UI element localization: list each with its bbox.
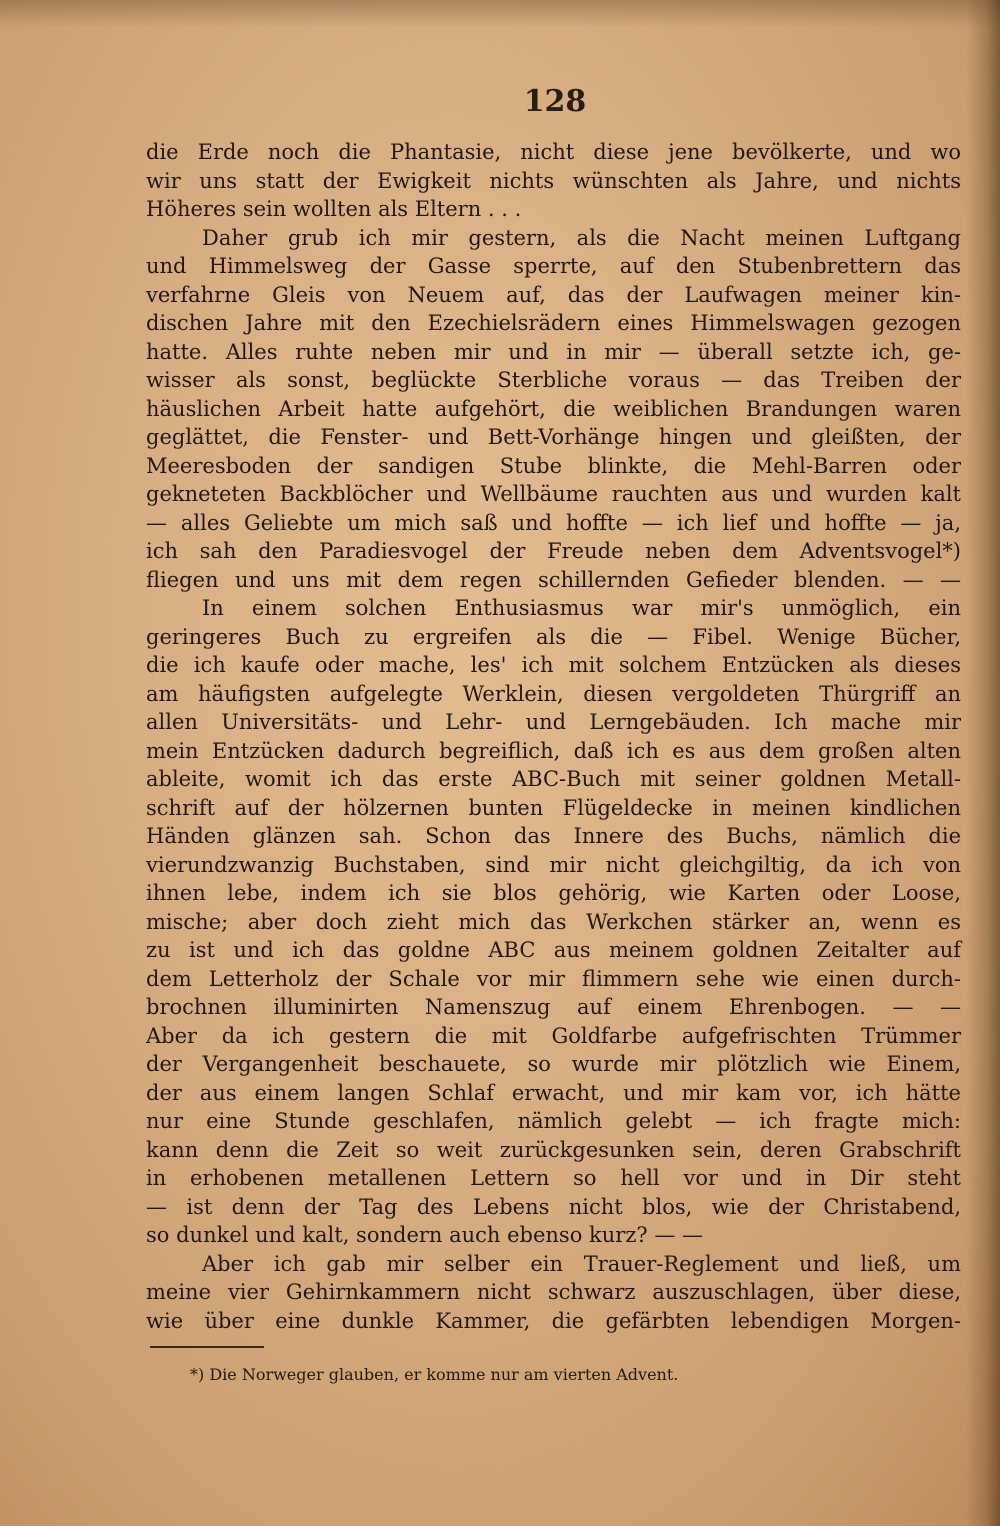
text-line: Meeresboden der sandigen Stube blinkte, die Mehl-Barren oder <box>146 453 961 478</box>
text-line: wie über eine dunkle Kammer, die gefärbten lebendigen Morgen- <box>146 1308 961 1333</box>
text-line: dem Letterholz der Schale vor mir flimmern sehe wie einen durch- <box>146 966 961 991</box>
text-line: am häufigsten aufgelegte Werklein, diesen vergoldeten Thürgriff an <box>146 681 961 706</box>
text-line: Aber da ich gestern die mit Goldfarbe aufgefrischten Trümmer <box>146 1023 961 1048</box>
text-line: dischen Jahre mit den Ezechielsrädern eines Himmelswagen gezogen <box>146 311 961 335</box>
text-line: Händen glänzen sah. Schon das Innere des Buchs, nämlich die <box>146 824 961 848</box>
text-line: kann denn die Zeit so weit zurückgesunken sein, deren Grabschrift <box>146 1137 961 1162</box>
text-line: verfahrne Gleis von Neuem auf, das der Laufwagen meiner kin- <box>146 282 961 307</box>
text-line: geglättet, die Fenster- und Bett-Vorhänge hingen und gleißten, der <box>146 425 961 449</box>
text-line: ich sah den Paradiesvogel der Freude neben dem Adventsvogel*) <box>146 539 961 563</box>
text-line: ihnen lebe, indem ich sie blos gehörig, wie Karten oder Loose, <box>146 881 961 905</box>
text-line: — alles Geliebte um mich saß und hoffte — ich lief und hoffte — ja, <box>146 510 961 535</box>
text-line: Höheres sein wollten als Eltern . . . <box>146 197 522 221</box>
text-line: schrift auf der hölzernen bunten Flügeldecke in meinen kindlichen <box>146 795 961 820</box>
text-line: der aus einem langen Schlaf erwacht, und mir kam vor, ich hätte <box>146 1080 961 1105</box>
text-line: der Vergangenheit beschauete, so wurde mir plötzlich wie Einem, <box>146 1052 961 1076</box>
text-line: In einem solchen Enthusiasmus war mir's unmöglich, ein <box>202 596 961 620</box>
text-line: in erhobenen metallenen Lettern so hell vor und in Dir steht <box>146 1166 961 1190</box>
text-line: mische; aber doch zieht mich das Werkchen stärker an, wenn es <box>146 909 961 934</box>
text-line: Aber ich gab mir selber ein Trauer-Reglement und ließ, um <box>202 1251 961 1276</box>
text-line: vierundzwanzig Buchstaben, sind mir nicht gleichgiltig, da ich von <box>146 852 961 877</box>
footnote: *) Die Norweger glauben, er komme nur am vierten Advent. <box>190 1365 679 1384</box>
page-top-shadow <box>0 0 1000 28</box>
text-line: geringeres Buch zu ergreifen als die — Fibel. Wenige Bücher, <box>146 624 961 649</box>
page-right-edge <box>966 0 1000 1526</box>
text-line: fliegen und uns mit dem regen schillernden Gefieder blenden. — — <box>146 567 961 592</box>
text-line: zu ist und ich das goldne ABC aus meinem goldnen Zeitalter auf <box>146 938 961 962</box>
text-line: wisser als sonst, beglückte Sterbliche voraus — das Treiben der <box>146 368 961 392</box>
page-number: 128 <box>523 84 587 119</box>
text-line: wir uns statt der Ewigkeit nichts wünschten als Jahre, und nichts <box>146 168 961 193</box>
text-line: Daher grub ich mir gestern, als die Nacht meinen Luftgang <box>202 225 961 250</box>
text-line: brochnen illuminirten Namenszug auf einem Ehrenbogen. — — <box>146 995 961 1019</box>
text-line: und Himmelsweg der Gasse sperrte, auf den Stubenbrettern das <box>146 254 961 278</box>
text-line: ableite, womit ich das erste ABC-Buch mit seiner goldnen Metall- <box>146 767 961 791</box>
text-line: häuslichen Arbeit hatte aufgehört, die weiblichen Brandungen waren <box>146 396 961 421</box>
text-line: — ist denn der Tag des Lebens nicht blos, wie der Christabend, <box>146 1194 961 1219</box>
text-line: hatte. Alles ruhte neben mir und in mir — überall setzte ich, ge- <box>146 339 961 364</box>
text-line: so dunkel und kalt, sondern auch ebenso kurz? — — <box>146 1223 703 1247</box>
text-line: mein Entzücken dadurch begreiflich, daß ich es aus dem großen alten <box>146 738 961 763</box>
text-line: meine vier Gehirnkammern nicht schwarz auszuschlagen, über diese, <box>146 1280 961 1304</box>
body-text <box>146 138 961 1335</box>
text-line: nur eine Stunde geschlafen, nämlich gelebt — ich fragte mich: <box>146 1109 961 1133</box>
footnote-divider <box>150 1346 264 1348</box>
text-line: die Erde noch die Phantasie, nicht diese jene bevölkerte, und wo <box>146 140 961 164</box>
text-line: allen Universitäts- und Lehr- und Lerngebäuden. Ich mache mir <box>146 710 961 734</box>
text-line: die ich kaufe oder mache, les' ich mit solchem Entzücken als dieses <box>146 653 961 677</box>
text-line: gekneteten Backblöcher und Wellbäume rauchten aus und wurden kalt <box>146 482 961 506</box>
